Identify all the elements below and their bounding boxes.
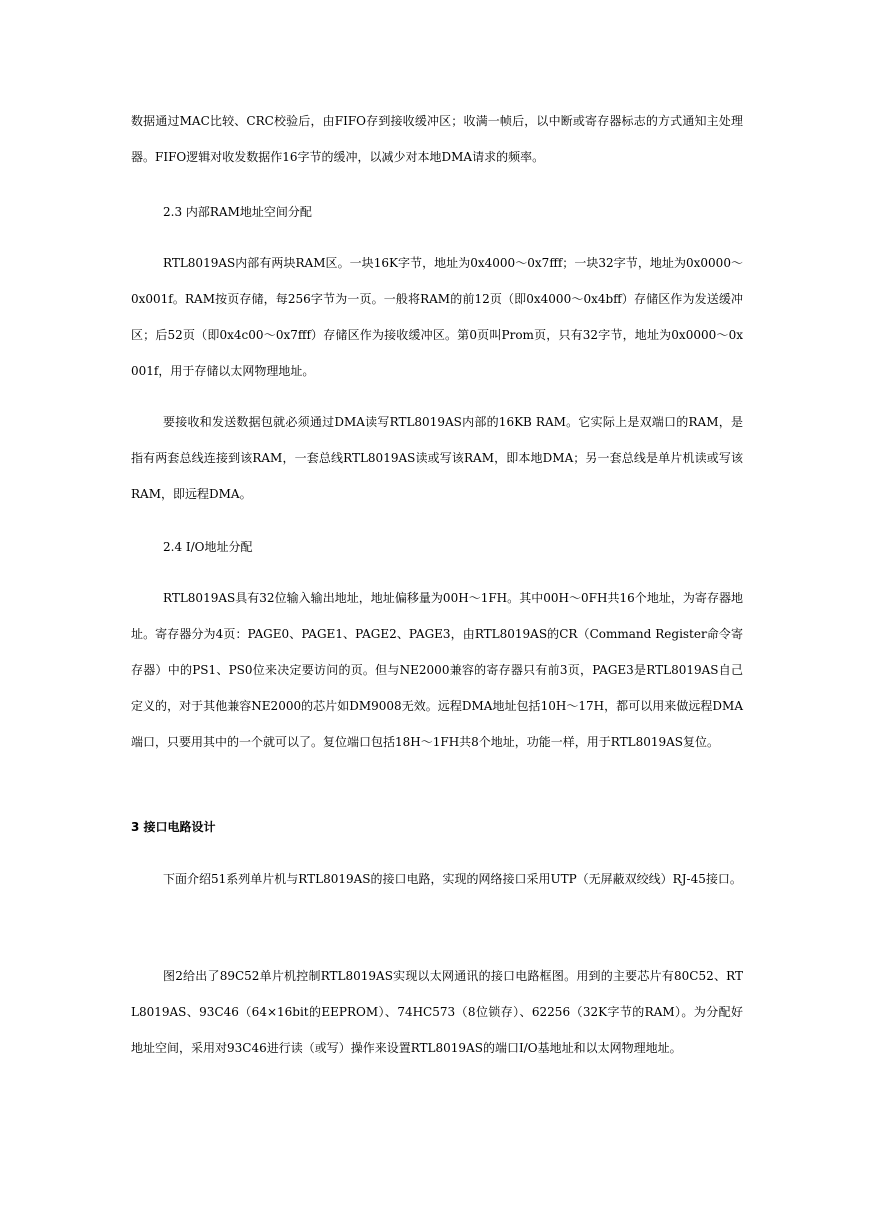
paragraph-dma: 要接收和发送数据包就必须通过DMA读写RTL8019AS内部的16KB RAM。它实际上是双端口的RAM，是指有两套总线连接到该RAM，一套总线RTL8019AS读或写该RAM，即本地DMA；另一套总线是单片机读或写该RAM，即远程DMA。 <box>131 415 743 501</box>
section-heading-3: 3 接口电路设计 <box>131 820 216 834</box>
paragraph-io-address: RTL8019AS具有32位输入输出地址，地址偏移量为00H～1FH。其中00H～0FH共16个地址，为寄存器地址。寄存器分为4页：PAGE0、PAGE1、PAGE2、PAGE3，由RTL8019AS的CR（Command Register命令寄存器）中的PS1、PS0位来决定要访问的页。但与NE2000兼容的寄存器只有前3页，PAGE3是RTL8019AS自己定义的，对于其他兼容NE2000的芯片如DM9008无效。远程DMA地址包括10H～17H，都可以用来做远程DMA端口，只要用其中的一个就可以了。复位端口包括18H～1FH共8个地址，功能一样，用于RTL8019AS复位。 <box>131 591 743 749</box>
section-heading-2-4: 2.4 I/O地址分配 <box>163 540 253 554</box>
paragraph-fifo: 数据通过MAC比较、CRC校验后，由FIFO存到接收缓冲区；收满一帧后，以中断或寄存器标志的方式通知主处理器。FIFO逻辑对收发数据作16字节的缓冲，以减少对本地DMA请求的频率。 <box>131 114 743 164</box>
paragraph-ram-areas: RTL8019AS内部有两块RAM区。一块16K字节，地址为0x4000～0x7fff；一块32字节，地址为0x0000～0x001f。RAM按页存储，每256字节为一页。一般将RAM的前12页（即0x4000～0x4bff）存储区作为发送缓冲区；后52页（即0x4c00～0x7fff）存储区作为接收缓冲区。第0页叫Prom页，只有32字节，地址为0x0000～0x001f，用于存储以太网物理地址。 <box>131 256 743 378</box>
section-heading-2-3: 2.3 内部RAM地址空间分配 <box>163 205 312 219</box>
paragraph-interface-intro: 下面介绍51系列单片机与RTL8019AS的接口电路，实现的网络接口采用UTP（无屏蔽双绞线）RJ-45接口。 <box>163 872 742 886</box>
paragraph-figure-2: 图2给出了89C52单片机控制RTL8019AS实现以太网通讯的接口电路框图。用到的主要芯片有80C52、RTL8019AS、93C46（64×16bit的EEPROM）、74HC573（8位锁存）、62256（32K字节的RAM）。为分配好地址空间，采用对93C46进行读（或写）操作来设置RTL8019AS的端口I/O基地址和以太网物理地址。 <box>131 969 743 1055</box>
